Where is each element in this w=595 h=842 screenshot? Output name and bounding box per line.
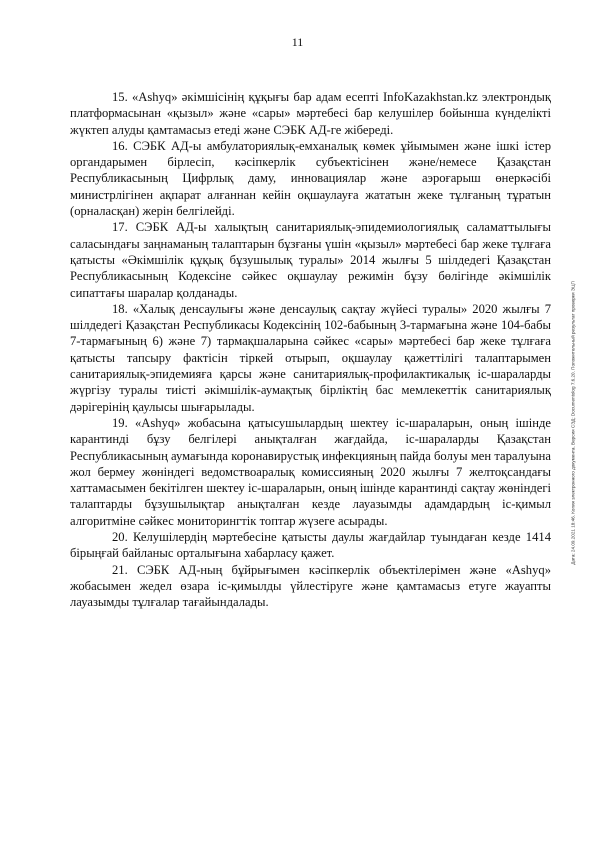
paragraph-20: 20. Келушілердің мәртебесіне қатысты даулы жағдайлар туындаған кезде 1414 бірыңғай байланыс орталығына хабарласу қажет. [70, 530, 551, 561]
paragraph-18: 18. «Халық денсаулығы және денсаулық сақтау жүйесі туралы» 2020 жылғы 7 шілдедегі Қазақстан Республикасы Кодексінің 102-бабының 3-тармағына және 104-бабы 7-тармағының 6) және 7) тармақшаларына сәйкес «сары» мәртебесі бар жеке тұлғаға қатысты тапсыру фактісін тіркей отырып, оқшаулау қажеттілігі талаптарымен санитариялық-эпидемияға қарсы және санитариялық-профилактикалық іс-шараларды жүргізу туралы тиісті әкімшілік-аумақтық бірліктің бас мемлекеттік санитариялық дәрігерінің қаулысы шығарылады. [70, 301, 551, 414]
edms-stamp-text: Дата: 24.09.2021 18:46. Копия электронного документа. Версия СЭД: Documentolog 7.6.20. Положительный результат проверки ЭЦП [570, 281, 576, 565]
paragraph-15: 15. «Ashyq» әкімшісінің құқығы бар адам есепті InfoKazakhstan.kz электрондық платформасынан «қызыл» және «сары» мәртебесі бар келушілер бойынша күнделікті жүктеп алуды қамтамасыз етеді және СЭБК АД-ге жібереді. [70, 90, 551, 137]
page-number: 11 [291, 35, 304, 49]
paragraph-19: 19. «Ashyq» жобасына қатысушылардың шектеу іс-шараларын, оның ішінде карантинді бұзу белгілері анықталған жағдайда, іс-шараларды Қазақстан Республикасының аумағында коронавирустық инфекцияның пайда болуы мен таралуына жол бермеу жөніндегі ведомствоаралық комиссияның 2020 жылғы 7 желтоқсандағы хаттамасымен бекітілген шектеу іс-шараларын, оның ішінде карантинді сақтау жөніндегі талаптарды бұзушылықтар анықталған кезде лауазымды адамдардың іс-қимыл алгоритміне сәйкес мониторингтік топтар жүзеге асырады. [70, 415, 551, 528]
document-body [70, 89, 551, 611]
paragraph-16: 16. СЭБК АД-ы амбулаториялық-емханалық көмек ұйымымен және ішкі істер органдарымен бірлесіп, кәсіпкерлік субъектісінен және/немесе Қазақстан Республикасының Цифрлық даму, инновациялар және аэроғарыш өнеркәсібі министрлігінен ақпарат алғаннан кейін оқшаулауға жататын жеке тұлғаның тұратын (орналасқан) жерін белгілейді. [70, 138, 551, 219]
paragraph-21: 21. СЭБК АД-ның бұйрығымен кәсіпкерлік объектілерімен және «Ashyq» жобасымен жедел өзара іс-қимылды үйлестіруге және қамтамасыз етуге жауапты лауазымды тұлғалар тағайындалады. [70, 562, 551, 610]
paragraph-17: 17. СЭБК АД-ы халықтың санитариялық-эпидемиологиялық саламаттылығы саласындағы заңнаманың талаптарын бұзғаны үшін «қызыл» мәртебесі бар жеке тұлғаға қатысты «Әкімшілік құқық бұзушылық туралы» 2014 жылғы 5 шілдедегі Қазақстан Республикасының Кодексіне сәйкес оқшаулау режимін бұзу бөлігінде әкімшілік сипаттағы шаралар қолданады. [70, 220, 551, 300]
